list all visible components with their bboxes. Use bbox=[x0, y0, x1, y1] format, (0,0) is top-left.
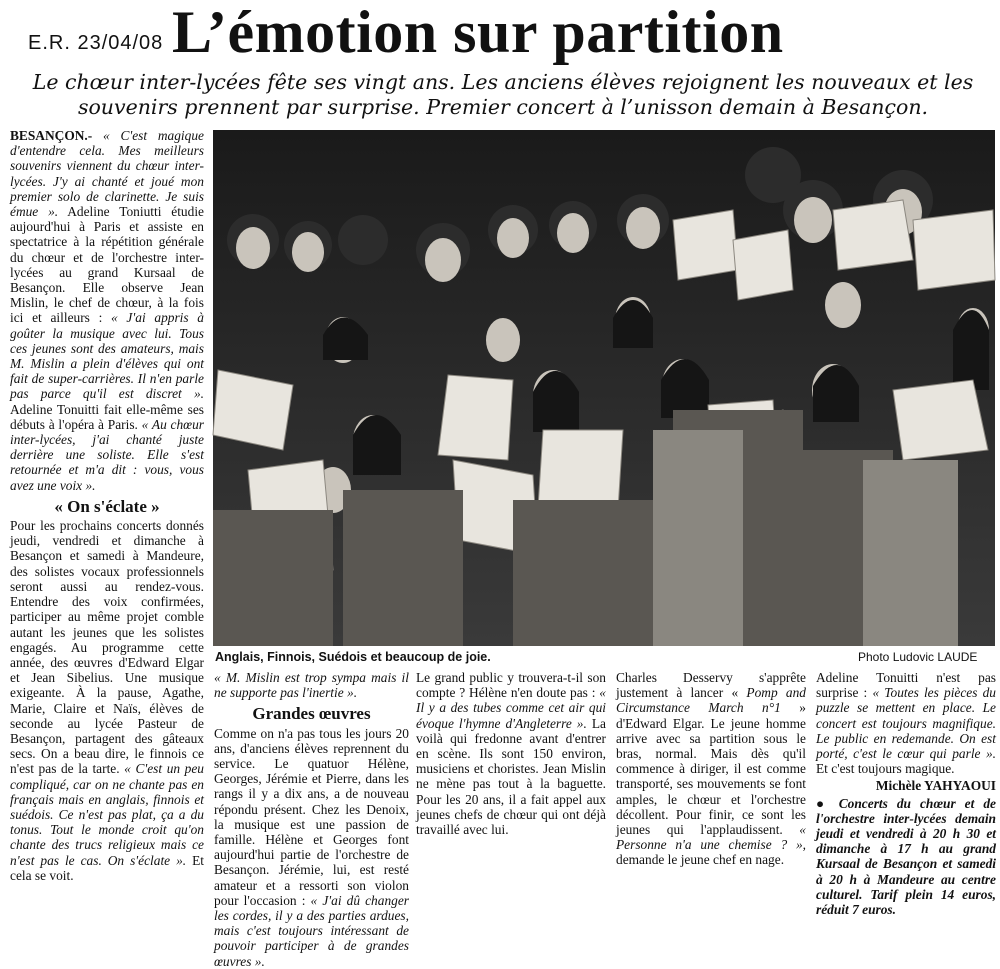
quote: « Au chœur inter-lycées, j'ai chanté juste derrière une soliste. Elle s'est retournée et m'a dit : vous, vous avez une voix ». bbox=[10, 416, 205, 493]
photo-credit: Photo Ludovic LAUDE bbox=[858, 650, 978, 664]
quote: « C'est magique d'entendre cela. Mes meilleurs souvenirs viennent du chœur inter-lycées. J'y ai chanté et joué mon premier solo de clarinette. Je suis émue ». bbox=[10, 128, 204, 220]
article-column-3 bbox=[416, 670, 606, 925]
subheadline: Le chœur inter-lycées fête ses vingt ans. Les anciens élèves rejoignent les nouveaux et les souvenirs prennent par surprise. Premier concert à l’unisson demain à Besançon. bbox=[32, 70, 974, 119]
text: Adeline Tonuitti fait elle-même ses débuts à l'opéra à Paris. bbox=[10, 401, 204, 432]
text: » d'Edward Elgar. Le jeune homme arrive avec sa partition sous le bras, normal. Mais dès qu'il commence à diriger, il est comme transporté, ses mouvements se font amples, le chœur et l'orchestre décollent. Pour finir, ce sont les jeunes qui l'applaudissent. bbox=[616, 700, 806, 838]
article-column-1 bbox=[10, 128, 204, 924]
text: demande le jeune chef en nage. bbox=[616, 852, 785, 868]
quote: « J'ai appris à goûter la musique avec lui. Tous ces jeunes sont des amateurs, mais M. Mislin a plein d'élèves qui ont fait de super-carrières. Il n'en parle pas parce qu'il est discret ». bbox=[10, 310, 205, 402]
article-column-5 bbox=[816, 670, 996, 925]
paragraph-4 bbox=[416, 670, 606, 837]
paragraph-3 bbox=[214, 726, 409, 969]
dateline: BESANÇON.- bbox=[10, 128, 93, 143]
work-title: Pomp and Circumstance March n°1 bbox=[616, 685, 806, 716]
quote: « Personne n'a une chemise ? », bbox=[616, 822, 806, 853]
headline: L’émotion sur partition bbox=[172, 0, 784, 65]
paragraph-1 bbox=[10, 128, 204, 493]
text: Pour les prochains concerts donnés jeudi, vendredi et dimanche à Besançon et samedi à Mandeure, des solistes vocaux professionnels seront aussi au rendez-vous. Entendre des voix confirmées, participer au même projet comble autant les jeunes que les solistes engagés. Au programme cette année, des œuvres d'Edward Elgar et Jean Sibelius. Une musique exigeante. À la pause, Agathe, Marie, Claire et Naïs, élèves de seconde au lycée Pasteur de Besançon, partagent des gâteaux secs. On a beau dire, le finnois ce n'est pas de la tarte. bbox=[10, 518, 204, 777]
text: Le grand public y trouvera-t-il son compte ? Hélène n'en doute pas : bbox=[416, 670, 606, 701]
newspaper-source-date: E.R. 23/04/08 bbox=[28, 32, 164, 54]
text: Adeline Toniutti étudie aujourd'hui à Paris et assiste en spectatrice à la répétition générale du chœur et de l'orchestre inter-lycées au grand Kursaal de Besançon. Elle observe Jean Mislin, le chef de chœur, à la fois ici et ailleurs : bbox=[10, 204, 204, 326]
paragraph-6 bbox=[816, 670, 996, 776]
concert-info: ● Concerts du chœur et de l'orchestre inter-lycées demain jeudi et vendredi à 20 h 30 et dimanche à 17 h au grand Kursaal de Besançon et samedi à 20 h à Mandeure au centre culturel. Tarif plein 14 euros, réduit 7 euros. bbox=[816, 795, 996, 918]
text: Charles Desservy s'apprête justement à lancer « bbox=[616, 670, 806, 701]
choir-photo-illustration bbox=[213, 130, 995, 646]
article-column-2 bbox=[214, 670, 409, 969]
subheading-grandes-oeuvres: Grandes œuvres bbox=[252, 704, 371, 724]
paragraph-2 bbox=[10, 518, 204, 883]
paragraph-2-continued bbox=[214, 670, 409, 700]
article-column-4 bbox=[616, 670, 806, 925]
photo-caption: Anglais, Finnois, Suédois et beaucoup de joie. bbox=[215, 650, 491, 664]
quote: « Il y a des tubes comme cet air qui évoque l'hymne d'Angleterre ». bbox=[416, 685, 606, 731]
text: Et c'est toujours magique. bbox=[816, 761, 955, 777]
text: Et cela se voit. bbox=[10, 852, 205, 883]
text: Adeline Tonuitti n'est pas surprise : bbox=[816, 670, 996, 701]
text: La voilà qui fredonne avant d'entrer en scène. Ils sont 150 environ, musiciens et choristes. Jean Mislin ne mène pas tout à la baguette. Pour les 20 ans, il a fait appel aux jeunes chefs de chœur qui ont déjà travaillé avec lui. bbox=[416, 715, 606, 838]
choir-photo bbox=[213, 130, 995, 646]
text: Comme on n'a pas tous les jours 20 ans, d'anciens élèves reprennent du service. Le quatuor Hélène, Georges, Jérémie et Pierre, dans les rangs il y a dix ans, a de nouveau répondu présent. Chez les Denoix, la musique est une passion de famille. Hélène et Georges font aujourd'hui partie de l'orchestre de Besançon. Jérémie, lui, est resté amateur et a ressorti son violon pour l'occasion : bbox=[214, 725, 409, 908]
quote: « Toutes les pièces du puzzle se mettent en place. Le concert est toujours magnifique. Le public en redemande. On est porté, c'est le cœur qui parle ». bbox=[816, 685, 997, 762]
quote: « C'est un peu compliqué, car on ne chante pas en français mais en anglais, finnois et suédois. Ce n'est pas plat, ça a du tonus. Tout le monde croit qu'on chante des trucs religieux mais ce n'est pas le cas. On s'éclate ». bbox=[10, 761, 204, 868]
paragraph-5 bbox=[616, 670, 806, 868]
subheading-on-s-eclate: « On s'éclate » bbox=[54, 496, 160, 516]
author-signature: Michèle YAHYAOUI bbox=[875, 778, 996, 794]
quote: « J'ai dû changer les cordes, il y a des parties ardues, mais c'est toujours intéressant de pouvoir participer à de grandes œuvres ». bbox=[214, 892, 409, 969]
quote: « M. Mislin est trop sympa mais il ne supporte pas l'inertie ». bbox=[214, 670, 409, 701]
